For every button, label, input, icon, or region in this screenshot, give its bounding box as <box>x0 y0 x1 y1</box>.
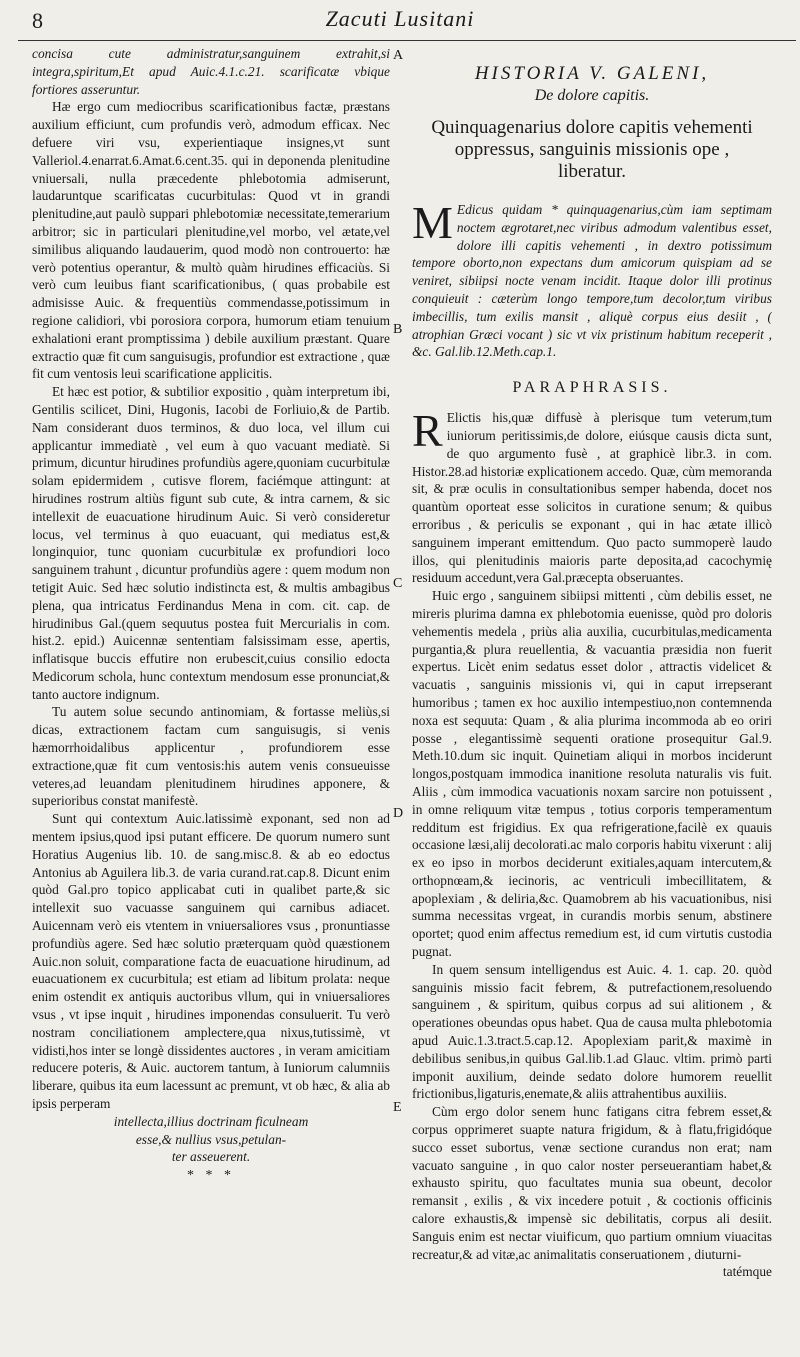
page-number: 8 <box>32 8 43 33</box>
history-title: HISTORIA V. GALENI, <box>474 63 710 84</box>
closing-line: intellecta,illius doctrinam ficulneam <box>113 1113 309 1129</box>
margin-letter-d: D <box>393 806 404 821</box>
paragraph: Tu autem solue secundo antinomiam, & fortasse meliùs,si dicas, extractionem factam cum sanguisugis, si venis hæmorrhoidalibus applicentur , profundiorem esse extractione,quæ fit cum ventosis:his autem venis consueuisse veteres,ad leuandam plenitudinem hirudines apponere, & superioribus constat manifestè. <box>32 704 390 809</box>
drop-cap: M <box>412 201 453 248</box>
right-column <box>412 45 772 1281</box>
closing-line: ter asseuerent. <box>171 1149 251 1165</box>
running-head: Zacuti Lusitani <box>325 6 475 31</box>
quote-text: Edicus quidam * quinquagenarius,cùm iam septimam noctem ægrotaret,nec viribus admodum valentibus esset, dolore illi capitis vehementi , in dextro potissimum tempore oborto,non expectans dum amicorum quispiam ad se veniret, sibiipsi nocte venam incidit. Itaque dolor illi protinus conquieuit : cæterùm longo tempore,tum decolor,tum viribus imbecillis, tum exilis mansit , aliquè corpus eius desiit , ( atrophian Græci vocant ) sic vt vix pristinum habitum receperit , &c. Gal.lib.12.Meth.cap.1. <box>412 202 772 360</box>
asterism: * * * <box>187 1168 235 1184</box>
paraphrasis-heading: PARAPHRASIS. <box>512 379 672 397</box>
margin-letter-e: E <box>393 1100 402 1115</box>
drop-cap: R <box>412 409 443 457</box>
paragraph: Huic ergo , sanguinem sibiipsi mittenti , cùm debilis esset, ne mireris plurima damna ex phlebotomia euenisse, quòd pro doloris vehementis medela , priùs alia auxilia, cucurbitulas,medicamenta purgantia,& plura reuellentia, & vacuantia præsidia non fuerit expertus. Licèt enim sedatus esset dolor , attractis videlicet & vacuatis , sanguinis missionis vi, qui in caput irrepserant humoribus ; tamen ex hoc auxilio intempestiuo,non contemnenda noxa est sequuta: Quam , & alia plurima incommoda ab eo oriri posse , elegantissimè sequenti oratione prosequitur Gal.9. Meth.10.dum sic inquit. Quinetiam aliqui in morbos inciderunt longos,postquam immodica inanitione resoluta naturalis vis fuit. Aliis , cùm immodica vacuationis noxam sarcire non potuissent , in omne reliquum vitæ tempus , totius corporis temperamentum redditum est frigidius. Ex qua refrigeratione,facilè ex quauis occasione læsi,alij decolorati.ac malo corporis habitu vixerunt : alij ex eo ipso in morbos deciderunt exitiales,aquam intercutem,& orthopnœam,& iecinoris, ac ventriculi imbecillitatem, & apoplexiam , & deliria,&c. Quamobrem ab his vacuationibus, nisi summa necessitas vrgeat, in curandis morbis senum, abstinere oportet; quod enim affectus remedium est, id cum virtutis custodia pugnat. <box>412 588 772 960</box>
catchword: tatémque <box>722 1264 772 1280</box>
paragraph: Et hæc est potior, & subtilior expositio , quàm interpretum ibi, Gentilis scilicet, Dini, Hugonis, Iacobi de Forliuio,& de Partib. Nam considerant duos terminos, & duo loca, vel illum cui applicantur immediatè , vel eum à quo vacuant mediatè. Si primum, dicuntur hirudines profundiùs agere,quoniam cucurbitulæ solam epidermidem , cutisve florem, faciémque attingunt: at hirudines rostrum altiùs figunt sub cute, & intra carnem, & sic intellexit de euacuatione hirudinum Auic. Si verò consideretur locus, vel terminus à quo euacuant, qui mediatus est,& longinquior, tunc quoniam cucurbitulæ ex profundiori loco sanguinem trahunt , dicuntur profundiùs agere : quem modum non tetigit Auic. Sed hæc solutio indistincta est, & multis ambagibus plena, qua intricatus Ferdinandus Mena in com. cit. cap. de hirudinibus Gal.(quem sequutus postea fuit Mercurialis in com. hist.2. epid.) Auicennæ sententiam falsissimam esse, apertis, inflatisque buccis effutire non erubescit,cuius consilio edocta Medicorum schola, hunc contextum mendosum esse pronunciat,& tanto auctore indignum. <box>32 384 390 702</box>
margin-letter-a: A <box>393 48 404 63</box>
page-header <box>10 0 790 40</box>
case-summary: Quinquagenarius dolore capitis vehementi oppressus, sanguinis missionis ope , liberatur. <box>431 117 753 182</box>
margin-letter-b: B <box>393 322 403 337</box>
paragraph: Hæ ergo cum mediocribus scarificationibus factæ, præstans auxilium efficiunt, cum profundis verò, admodum efficax. Nec defuere viri vsu, experientiaque insignes,vt sunt Valleriol.4.enarrat.6.Amat.6.cent.35. qui in deponenda plenitudine vniuersali, nulla præcedente phlebotomia admiserunt, laudaruntque scarificatas cucurbitulas: Quod vt in grandi plenitudine,aut paulò suppari phlebotomiæ necessitate,temerarium arbitror; sic in particulari plenitudine,vel morbo, vel ætate,vel similibus aliquando laudauerim, quod modò non controuerto: hæ verò potentius operantur, & multò quàm hirudines efficaciùs. Si verò cum leuibus fiant scarificationibus, ( quas probabile est admisisse Auic. & frequentiùs commendasse,potissimum in regione calidiori, vbi porosiora corpora, humorum etiam tenuium exhalationi erant promptissima ) debile auxilium præstant. Quare extractio quæ fit cum sanguisugis, profundior est extractione , quæ fit cum ventosis leui scarificatione applicitis. <box>32 99 390 382</box>
galen-quote <box>412 201 772 361</box>
history-subtitle: De dolore capitis. <box>534 87 650 104</box>
header-rule <box>18 40 796 41</box>
paragraph: Sunt qui contextum Auic.latissimè exponant, sed non ad mentem ipsius,quod ipsi putant efficere. De quorum numero sunt Horatius Augenius lib. 10. de sang.misc.8. & ab eo edoctus Antonius ab Aguilera lib.3. de varia curand.rat.cap.8. Dicunt enim quòd Gal.pro topico applicabat cuti in qualibet parte,& sic intellexit suo vacuasse sanguinem qui carnibus adiacet. Auicennam verò eis vtentem in vniuersaliores vsus , pronuntiasse profundiùs agere. Sed hæc solutio præterquam quòd quæstionem Auic.non soluit, comparatione facta de euacuatione hirudinum, ad euacuationem ex cucurbitula; est etiam ad libitum prolata: neque enim ostendit ex antiquis auctoribus vllum, qui in vniuersaliores vsus , vt ipse inquit , hirudines imponendas consuluerit. Tu verò nostram conciliationem amplectere,qua nixus,tutissimè, vt vidisti,hos inter se longè dissidentes auctores , in veram amicitiam reducere poteris, & Auic. auctorem tantum, à Iuniorum calumniis liberare, quibus ita eum lacessunt ac premunt, vt ob hæc, & alia ab ipsis perperam <box>32 811 390 1112</box>
margin-letter-c: C <box>393 576 403 591</box>
paragraph: In quem sensum intelligendus est Auic. 4. 1. cap. 20. quòd sanguinis missio facit febrem, & putrefactionem,resoluendo sanguinem , & spiritum, quibus corpus ad sui alitionem , & operationes obeundas opus habet. Qua de causa multa phlebotomia apud Auic.1.3.tract.5.cap.12. Apoplexiam parit,& maximè in debilibus senibus,in quibus Gal.lib.1.ad Glauc. vltim. primò parti imponit auxilium, deinde sedato dolore humorem reuellit frictionibus,ligaturis,enemate,& aliis attrahentibus auxiliis. <box>412 961 772 1102</box>
paragraph: Cùm ergo dolor senem hunc fatigans citra febrem esset,& corpus opprimeret suapte natura frigidum, & à flatu,frigidóque succo esset subortus, venæ sectione curandus non erat; nam vacuato sanguine , in quo calor noster perseuerantiam habet,& exhausto spiritu, quo facultates munia sua obeunt, decolor remansit , exilis , & vix incedere potuit , & coctionis officinis calore exhaustis,& impensè sic debilitatis, corpus ali desiit. Sanguis enim est nectar viuificum, quo partium omnium viuacitas recreatur,& ad vitæ,ac animalitatis conseruationem , diuturni- <box>412 1104 772 1262</box>
paraphrasis-opening <box>412 409 772 587</box>
paragraph: Elictis his,quæ diffusè à plerisque tum veterum,tum iuniorum peritissimis,de dolore, eiúsque causis dicta sunt, de quo argumento fusè , at graphicè libr.3. in com. Histor.28.ad historiæ explicationem accedo. Quæ, cùm memoranda sit, & præ oculis in consultationibus semper habenda, docet nos quantùm oporteat esse solicitos in curatione senum; & quibus erroribus , & periculis se exponant , qui in hac ætate illicò sanguinem imperant emittendum. Quo pacto summoperè laudo illos, qui plenitudinis maioris parte deposita,ad cacochymię residuum accedunt,vera Gal.præcepta obseruantes. <box>412 410 772 586</box>
closing-line: esse,& nullius vsus,petulan- <box>135 1131 287 1147</box>
left-column <box>32 45 390 1184</box>
continued-text: concisa cute administratur,sanguinem extrahit,si integra,spiritum,Et apud Auic.4.1.c.21. scarificatæ vbique fortiores asseruntur. <box>32 46 390 97</box>
